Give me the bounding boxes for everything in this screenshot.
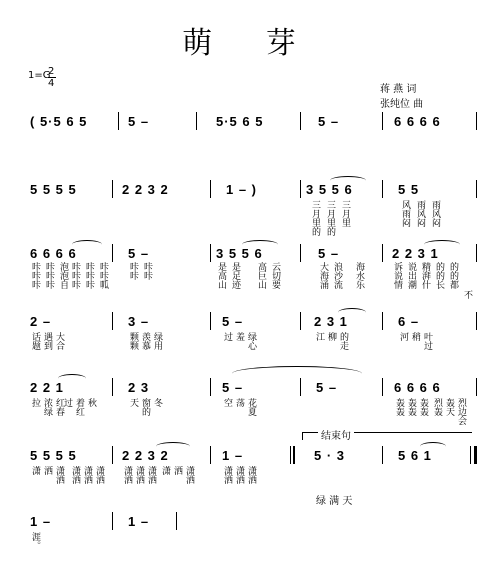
- row1-m1: ( 5·5 6 5: [30, 114, 88, 129]
- row5-m5: 6 6 6 6: [394, 380, 441, 395]
- lyric-col: 三月里的: [310, 200, 320, 236]
- lyric-col: 窗的: [140, 398, 150, 416]
- barline: [470, 446, 471, 464]
- row1-m2: 5 –: [128, 114, 150, 129]
- tie-slur: [338, 308, 366, 317]
- lyric-col: 空: [222, 398, 232, 407]
- lyric-col: 风雨闷: [400, 200, 410, 227]
- barline: [210, 180, 211, 198]
- row3-m2: 5 –: [128, 246, 150, 261]
- row6-m1: 5 5 5 5: [30, 448, 77, 463]
- lyric-col: 的走: [338, 332, 348, 350]
- lyric-col: 咔咔: [142, 262, 152, 280]
- lyric-col: 咔咔咔: [44, 262, 54, 289]
- barline: [382, 112, 383, 130]
- lyric-col: 洒: [172, 466, 182, 475]
- lyric-col: 天: [128, 398, 138, 407]
- lyric-col: 过: [222, 332, 232, 341]
- final-barline: [474, 446, 477, 464]
- lyric-col: 云切要: [270, 262, 280, 289]
- lyric-col: 潇洒: [122, 466, 132, 484]
- barline: [176, 512, 177, 530]
- lyric-col: 是高山: [216, 262, 226, 289]
- lyric-col: 潇洒: [222, 466, 232, 484]
- row5-m2: 2 3: [128, 380, 150, 395]
- tie-slur: [156, 442, 190, 451]
- lyric-col: 河: [398, 332, 408, 341]
- barline: [210, 244, 211, 262]
- lyric-col: 潇: [160, 466, 170, 475]
- row2-m2: 2 2 3 2: [122, 182, 169, 197]
- tie-slur: [232, 366, 362, 381]
- lyric-col: 羞: [234, 332, 244, 341]
- lyric-col: 大合: [54, 332, 64, 350]
- tie-slur: [330, 176, 366, 185]
- time-numerator: 2: [48, 66, 55, 77]
- ending-label: 结束句: [318, 427, 354, 442]
- row2-m5: 5 5: [398, 182, 420, 197]
- lyric-col: 轰轰: [418, 398, 428, 416]
- time-denominator: 4: [48, 78, 55, 89]
- row4-m5: 6 –: [398, 314, 420, 329]
- lyric-col: 潇: [30, 466, 40, 475]
- barline: [112, 512, 113, 530]
- lyric-col: 大海涌: [318, 262, 328, 289]
- lyric-col: 精湃什: [420, 262, 430, 289]
- row1-m3: 5·5 6 5: [216, 114, 264, 129]
- barline: [196, 112, 197, 130]
- lyric-col: 咔咔: [128, 262, 138, 280]
- barline: [210, 312, 211, 330]
- barline: [112, 244, 113, 262]
- barline: [300, 378, 301, 396]
- barline: [112, 446, 113, 464]
- lyricist-credit: 蒋 燕 词: [380, 84, 417, 95]
- barline: [476, 312, 477, 330]
- lyric-col: 遇到: [42, 332, 52, 350]
- lyric-col: 潇洒: [146, 466, 156, 484]
- composer-credit: 张纯位 曲: [380, 99, 424, 110]
- time-signature: [48, 66, 56, 89]
- lyric-col: 柳: [326, 332, 336, 341]
- lyric-col: 绿用: [152, 332, 162, 350]
- row7-m1: 1 –: [30, 514, 52, 529]
- row6-m5: 5 6 1: [398, 448, 432, 463]
- row6-m3: 1 –: [222, 448, 244, 463]
- row1-m5: 6 6 6 6: [394, 114, 441, 129]
- lyric-col: 咔咔咔: [70, 262, 80, 289]
- barline: [300, 312, 301, 330]
- lyric-col: 泡泡自: [58, 262, 68, 289]
- lyric-col: 绿心: [246, 332, 256, 350]
- lyric-col: 咔咔咔: [30, 262, 40, 289]
- tie-slur: [72, 240, 102, 249]
- lyric-col: 潇洒: [246, 466, 256, 484]
- lyric-col: 江: [314, 332, 324, 341]
- lyric-col: 颗颗: [128, 332, 138, 350]
- lyric-col: 咔咔呱: [98, 262, 108, 289]
- lyric-col: 过: [62, 398, 72, 407]
- lyric-col: 洒: [42, 466, 52, 475]
- barline: [112, 180, 113, 198]
- key-signature: 1=G: [28, 70, 51, 81]
- lyric-col: 烈轰: [432, 398, 442, 416]
- tie-slur: [420, 442, 446, 451]
- lyric-col: 潇洒: [54, 466, 64, 484]
- lyric-col: 秋: [86, 398, 96, 407]
- lyric-col: 三月里: [340, 200, 350, 227]
- ending-lyrics: 绿 满 天: [316, 496, 353, 507]
- repeat-barline: [293, 446, 295, 464]
- row6-m2: 2 2 3 2: [122, 448, 169, 463]
- tie-slur: [242, 240, 278, 249]
- row3-m5: 2 2 3 1: [392, 246, 439, 261]
- lyric-col: 潇洒: [94, 466, 104, 484]
- lyric-col: 说出潮: [406, 262, 416, 289]
- lyric-col: 轰天: [444, 398, 454, 416]
- lyric-col: 不: [462, 290, 472, 299]
- lyric-col: 荡: [234, 398, 244, 407]
- lyric-col: 的的长: [434, 262, 444, 289]
- barline: [118, 112, 119, 130]
- lyric-col: 烈边会: [456, 398, 466, 425]
- lyric-col: 咔咔咔: [84, 262, 94, 289]
- lyric-col: 叶过: [422, 332, 432, 350]
- barline: [210, 446, 211, 464]
- row3-m4: 5 –: [318, 246, 340, 261]
- row3-m1: 6 6 6 6: [30, 246, 77, 261]
- row4-m1: 2 –: [30, 314, 52, 329]
- barline: [300, 112, 301, 130]
- lyric-col: 羡慕: [140, 332, 150, 350]
- lyric-col: 轰轰: [394, 398, 404, 416]
- barline: [382, 312, 383, 330]
- row1-m4: 5 –: [318, 114, 340, 129]
- row5-m4: 5 –: [316, 380, 338, 395]
- lyric-col: 三月里的: [325, 200, 335, 236]
- lyric-col: 花夏: [246, 398, 256, 416]
- lyric-col: 的的都: [448, 262, 458, 289]
- barline: [112, 312, 113, 330]
- row7-m2: 1 –: [128, 514, 150, 529]
- barline: [300, 244, 301, 262]
- barline: [476, 112, 477, 130]
- barline: [210, 378, 211, 396]
- lyric-col: 海水乐: [354, 262, 364, 289]
- barline: [476, 378, 477, 396]
- row4-m3: 5 –: [222, 314, 244, 329]
- row3-m3: 3 5 5 6: [216, 246, 263, 261]
- lyric-col: 浪沙流: [332, 262, 342, 289]
- lyric-col: 潇洒: [70, 466, 80, 484]
- lyric-col: 涯。: [30, 532, 40, 550]
- row2-m4: 3 5 5 6: [306, 182, 353, 197]
- barline: [476, 180, 477, 198]
- row2-m1: 5 5 5 5: [30, 182, 77, 197]
- lyric-col: 着红: [74, 398, 84, 416]
- page-title: 萌 芽: [182, 26, 318, 61]
- lyric-col: 高巨山: [256, 262, 266, 289]
- row5-m1: 2 2 1: [30, 380, 64, 395]
- lyric-col: 是足迹: [230, 262, 240, 289]
- barline: [382, 180, 383, 198]
- barline: [382, 378, 383, 396]
- barline: [382, 244, 383, 262]
- lyric-col: 稍: [410, 332, 420, 341]
- lyric-col: 红春: [54, 398, 64, 416]
- lyric-col: 冬: [152, 398, 162, 407]
- lyric-col: 拉: [30, 398, 40, 407]
- ending-bracket-tick: [302, 432, 303, 440]
- row4-m4: 2 3 1: [314, 314, 348, 329]
- row2-m3: 1 – ): [226, 182, 258, 197]
- row5-m3: 5 –: [222, 380, 244, 395]
- lyric-col: 诉说情: [392, 262, 402, 289]
- lyric-col: 话题: [30, 332, 40, 350]
- barline: [300, 180, 301, 198]
- lyric-col: 雨风闷: [415, 200, 425, 227]
- row4-m2: 3 –: [128, 314, 150, 329]
- barline: [290, 446, 291, 464]
- barline: [476, 244, 477, 262]
- row6-m4: 5 · 3: [314, 448, 346, 463]
- lyric-col: 雨风闷: [430, 200, 440, 227]
- barline: [112, 378, 113, 396]
- lyric-col: 潇洒: [82, 466, 92, 484]
- lyric-col: 浓绿: [42, 398, 52, 416]
- lyric-col: 潇洒: [134, 466, 144, 484]
- tie-slur: [424, 240, 460, 249]
- lyric-col: 潇洒: [184, 466, 194, 484]
- barline: [382, 446, 383, 464]
- lyric-col: 潇洒: [234, 466, 244, 484]
- lyric-col: 轰轰: [406, 398, 416, 416]
- tie-slur: [58, 374, 86, 383]
